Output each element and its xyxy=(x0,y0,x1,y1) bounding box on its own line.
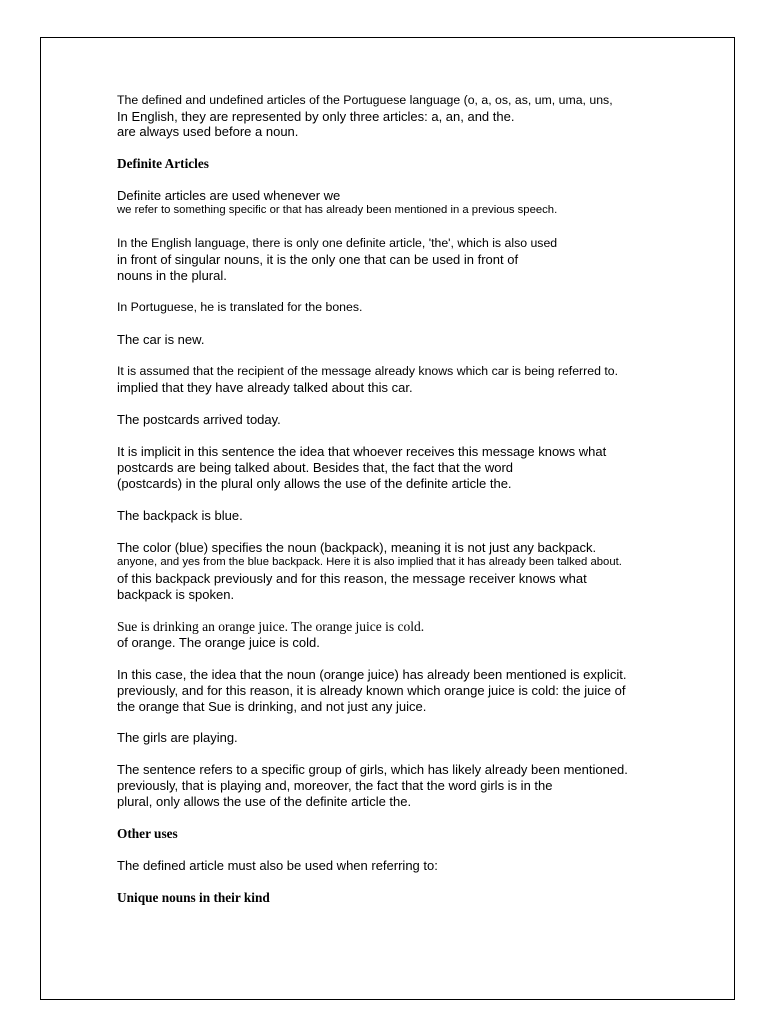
example-sentence: The postcards arrived today. xyxy=(117,412,281,427)
text-line: nouns in the plural. xyxy=(117,268,227,283)
text-line: In this case, the idea that the noun (orange juice) has already been mentioned is explicit. xyxy=(117,667,627,682)
text-line: the orange that Sue is drinking, and not just any juice. xyxy=(117,699,427,714)
section-heading-other-uses: Other uses xyxy=(117,826,178,841)
example-sentence: The girls are playing. xyxy=(117,730,238,745)
text-line: (postcards) in the plural only allows the use of the definite article the. xyxy=(117,476,512,491)
section-heading-unique-nouns: Unique nouns in their kind xyxy=(117,890,270,905)
text-line: of this backpack previously and for this reason, the message receiver knows what xyxy=(117,571,587,586)
text-line: plural, only allows the use of the definite article the. xyxy=(117,794,412,809)
text-line: The sentence refers to a specific group of girls, which has likely already been mentioned. xyxy=(117,762,628,777)
text-line: The defined article must also be used when referring to: xyxy=(117,858,438,873)
text-line: It is assumed that the recipient of the message already knows which car is being referred to. xyxy=(117,364,619,378)
text-line: previously, that is playing and, moreover, the fact that the word girls is in the xyxy=(117,778,553,793)
section-heading-definite-articles: Definite Articles xyxy=(117,156,209,171)
text-line: In the English language, there is only one definite article, 'the', which is also used xyxy=(117,236,558,250)
text-line: anyone, and yes from the blue backpack. Here it is also implied that it has already been talked about. xyxy=(117,556,622,568)
text-line: The defined and undefined articles of the Portuguese language (o, a, os, as, um, uma, uns, xyxy=(117,93,613,107)
text-line: of orange. The orange juice is cold. xyxy=(117,635,320,650)
text-line: Definite articles are used whenever we xyxy=(117,188,341,203)
text-line: we refer to something specific or that has already been mentioned in a previous speech. xyxy=(117,204,558,216)
text-line: The color (blue) specifies the noun (backpack), meaning it is not just any backpack. xyxy=(117,540,597,555)
text-line: backpack is spoken. xyxy=(117,587,235,602)
text-line: previously, and for this reason, it is already known which orange juice is cold: the juice of xyxy=(117,683,626,698)
text-line: It is implicit in this sentence the idea that whoever receives this message knows what xyxy=(117,444,607,459)
text-line: postcards are being talked about. Besides that, the fact that the word xyxy=(117,460,514,475)
text-line: implied that they have already talked about this car. xyxy=(117,380,413,395)
text-line: In English, they are represented by only three articles: a, an, and the. xyxy=(117,109,515,124)
example-sentence: The backpack is blue. xyxy=(117,508,243,523)
text-line: in front of singular nouns, it is the only one that can be used in front of xyxy=(117,252,519,267)
example-sentence: The car is new. xyxy=(117,332,205,347)
text-line: are always used before a noun. xyxy=(117,124,299,139)
example-sentence: Sue is drinking an orange juice. The orange juice is cold. xyxy=(117,619,425,634)
text-line: In Portuguese, he is translated for the bones. xyxy=(117,300,363,314)
